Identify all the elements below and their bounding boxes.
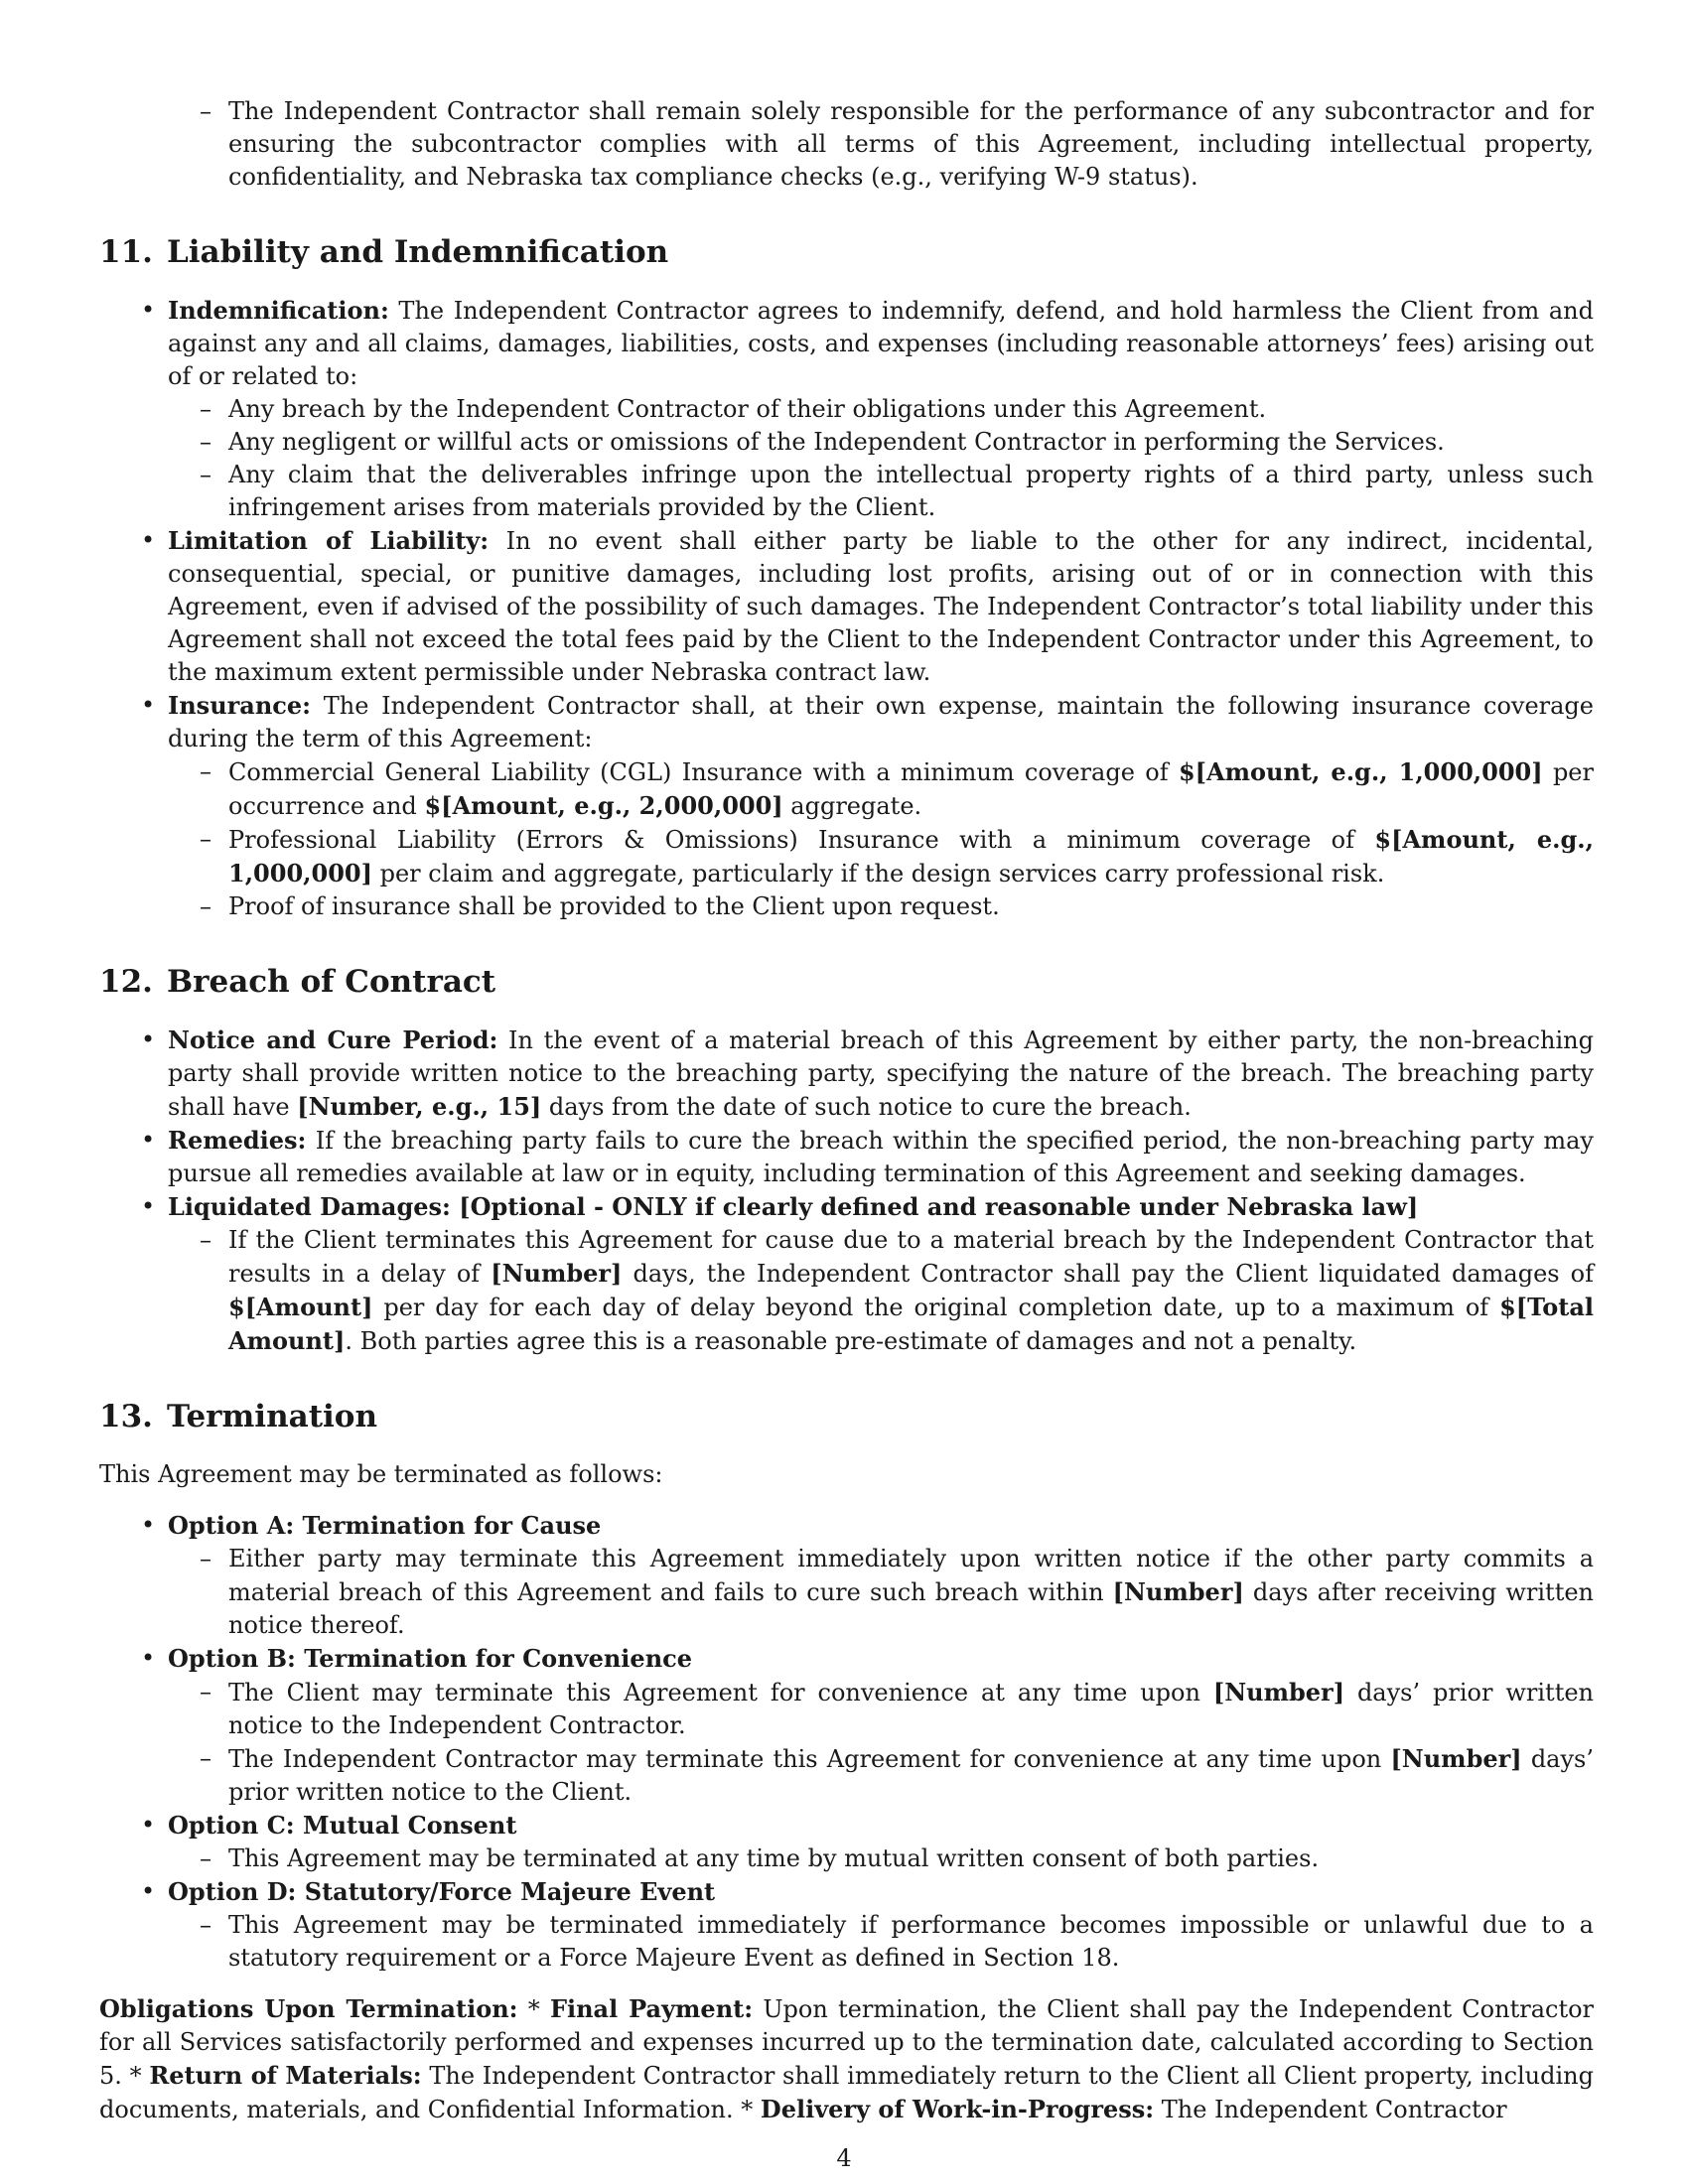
section-11-list xyxy=(99,294,1594,923)
text-run: days after receiving written notice thereof. xyxy=(228,1578,1594,1639)
placeholder-number: [Number] xyxy=(491,1259,623,1288)
section-number: 12. xyxy=(99,964,153,1000)
section-intro: This Agreement may be terminated as follows: xyxy=(99,1460,663,1488)
list-item: – Proof of insurance shall be provided to the Client upon request. xyxy=(99,890,1594,923)
item-label: Return of Materials: xyxy=(149,2061,422,2090)
sub-list xyxy=(168,1909,1594,1975)
item-text: In no event shall either party be liable to the other for any indirect, incidental, consequential, special, or punitive damages, including lost profits, arising out of or in connection with this Agreement, even if advised of the possibility of such damages. The Independent Contractor’s total liability under this Agreement shall not exceed the total fees paid by the Client to the Independent Contractor under this Agreement, to the maximum extent permissible under Nebraska contract law. xyxy=(168,527,1594,686)
list-item: – This Agreement may be terminated at any time by mutual written consent of both parties. xyxy=(99,1843,1594,1875)
sub-list xyxy=(168,1224,1594,1358)
section-number: 11. xyxy=(99,234,153,270)
item-label: Insurance: xyxy=(168,691,312,720)
list-item: – Any breach by the Independent Contractor of their obligations under this Agreement. xyxy=(99,393,1594,426)
list-item xyxy=(99,1509,1594,1642)
list-item: – The Independent Contractor shall remain solely responsible for the performance of any subcontractor and for ensuring the subcontractor complies with all terms of this Agreement, including intellectual property, confidentiality, and Nebraska tax compliance checks (e.g., verifying W-9 status). xyxy=(99,95,1594,194)
text-run: Commercial General Liability (CGL) Insurance with a minimum coverage of xyxy=(228,758,1179,786)
list-item xyxy=(99,1676,1594,1742)
section-title: Liability and Indemnification xyxy=(166,234,669,270)
text-run: The Independent Contractor shall immediately return to the Client all Client property, including documents, materials, and Confidential Information. * xyxy=(99,2062,1594,2123)
section-heading-11 xyxy=(99,232,1594,272)
document-page xyxy=(99,95,1594,2150)
sub-list xyxy=(168,1676,1594,1809)
item-label: Indemnification: xyxy=(168,296,389,325)
item-label: Delivery of Work-in-Progress: xyxy=(760,2095,1155,2123)
section-12-list xyxy=(99,1024,1594,1358)
placeholder-amount: $[Amount] xyxy=(228,1293,373,1321)
placeholder-number: [Number] xyxy=(1212,1678,1345,1706)
list-item: – This Agreement may be terminated immediately if performance becomes impossible or unlawful due to a statutory requirement or a Force Majeure Event as defined in Section 18. xyxy=(99,1909,1594,1975)
item-text: The Independent Contractor agrees to indemnify, defend, and hold harmless the Client from and against any and all claims, damages, liabilities, costs, and expenses (including reasonable attorneys’ fees) arising out of or related to: xyxy=(168,297,1594,390)
list-item xyxy=(99,1642,1594,1809)
section-title: Termination xyxy=(166,1399,378,1434)
list-item xyxy=(99,1543,1594,1642)
text-run: The Independent Contractor may terminate this Agreement for convenience at any time upon xyxy=(228,1745,1391,1773)
list-item xyxy=(99,524,1594,689)
list-item xyxy=(99,755,1594,823)
list-item xyxy=(99,1190,1594,1358)
text-run: In the event of a material breach of this Agreement by either party, the non-breaching party shall provide written notice to the breaching party, specifying the nature of the breach. The breaching party shall have xyxy=(168,1026,1594,1121)
list-item xyxy=(99,294,1594,524)
text-run: Either party may terminate this Agreement immediately upon written notice if the other party commits a material breach of this Agreement and fails to cure such breach within xyxy=(228,1545,1594,1606)
text-run: The Independent Contractor xyxy=(1154,2096,1507,2123)
placeholder-amount: $[Amount, e.g., 2,000,000] xyxy=(424,791,783,820)
placeholder-number: [Number, e.g., 15] xyxy=(297,1092,542,1121)
sub-list xyxy=(168,1543,1594,1642)
section-13-list xyxy=(99,1509,1594,1975)
text-run: . Both parties agree this is a reasonable pre-estimate of damages and not a penalty. xyxy=(345,1327,1357,1355)
item-text: The Independent Contractor shall, at their own expense, maintain the following insurance coverage during the term of this Agreement: xyxy=(168,692,1594,752)
sub-list xyxy=(168,755,1594,923)
text-run: per claim and aggregate, particularly if the design services carry professional risk. xyxy=(371,860,1385,887)
list-item xyxy=(99,1742,1594,1809)
item-label: Option A: Termination for Cause xyxy=(168,1511,602,1540)
list-item xyxy=(99,1809,1594,1875)
page-number: 4 xyxy=(836,2144,852,2172)
text-run: * xyxy=(517,1995,550,2023)
item-label: Liquidated Damages: [Optional - ONLY if clearly defined and reasonable under Nebraska law] xyxy=(168,1192,1419,1221)
text-run: If the Client terminates this Agreement for cause due to a material breach by the Independent Contractor that results in a delay of xyxy=(228,1226,1594,1288)
list-item xyxy=(99,1875,1594,1975)
list-item xyxy=(99,1224,1594,1358)
item-label: Option C: Mutual Consent xyxy=(168,1811,517,1840)
section-heading-13 xyxy=(99,1397,1594,1436)
item-label: Limitation of Liability: xyxy=(168,526,490,555)
text-run: Professional Liability (Errors & Omissions) Insurance with a minimum coverage of xyxy=(228,826,1375,854)
sub-list xyxy=(168,1843,1594,1875)
obligations-upon-termination xyxy=(99,1992,1594,2126)
list-item xyxy=(99,823,1594,890)
section-title: Breach of Contract xyxy=(166,964,496,1000)
placeholder-amount: $[Amount, e.g., 1,000,000] xyxy=(1178,757,1543,786)
item-label: Notice and Cure Period: xyxy=(168,1025,498,1054)
section-heading-12 xyxy=(99,962,1594,1002)
text-run: days’ prior written notice to the Client. xyxy=(228,1745,1594,1806)
item-label: Remedies: xyxy=(168,1126,307,1155)
item-label: Option B: Termination for Convenience xyxy=(168,1644,693,1673)
text-run: aggregate. xyxy=(782,792,922,820)
text-run: days’ prior written notice to the Independent Contractor. xyxy=(228,1679,1594,1739)
text-run: The Client may terminate this Agreement for convenience at any time upon xyxy=(228,1679,1213,1706)
text-run: days, the Independent Contractor shall pay the Client liquidated damages of xyxy=(622,1260,1594,1288)
text-run: per occurrence and xyxy=(228,758,1594,820)
placeholder-number: [Number] xyxy=(1112,1577,1244,1606)
text-run: days from the date of such notice to cure the breach. xyxy=(541,1093,1192,1121)
list-item: – Any claim that the deliverables infringe upon the intellectual property rights of a third party, unless such infringement arises from materials provided by the Client. xyxy=(99,459,1594,524)
list-item xyxy=(99,1024,1594,1124)
text-run: Upon termination, the Client shall pay the Independent Contractor for all Services satisfactorily performed and expenses incurred up to the termination date, calculated according to Section 5. * xyxy=(99,1995,1595,2090)
item-text: If the breaching party fails to cure the breach within the specified period, the non-breaching party may pursue all remedies available at law or in equity, including termination of this Agreement and seeking damages. xyxy=(168,1127,1594,1187)
sub-list xyxy=(168,393,1594,524)
section-number: 13. xyxy=(99,1399,153,1434)
placeholder-amount: $[Amount, e.g., 1,000,000] xyxy=(228,825,1594,887)
item-label: Option D: Statutory/Force Majeure Event xyxy=(168,1877,716,1906)
subcontractor-dash-list xyxy=(99,95,1594,194)
list-item: – Any negligent or willful acts or omissions of the Independent Contractor in performing the Services. xyxy=(99,426,1594,459)
list-item xyxy=(99,1124,1594,1190)
text-run: per day for each day of delay beyond the original completion date, up to a maximum of xyxy=(372,1294,1500,1321)
item-label: Final Payment: xyxy=(549,1994,754,2023)
placeholder-number: [Number] xyxy=(1390,1744,1522,1773)
item-label: Obligations Upon Termination: xyxy=(99,1994,518,2023)
list-item xyxy=(99,689,1594,923)
placeholder-amount: $[Total Amount] xyxy=(228,1293,1594,1355)
